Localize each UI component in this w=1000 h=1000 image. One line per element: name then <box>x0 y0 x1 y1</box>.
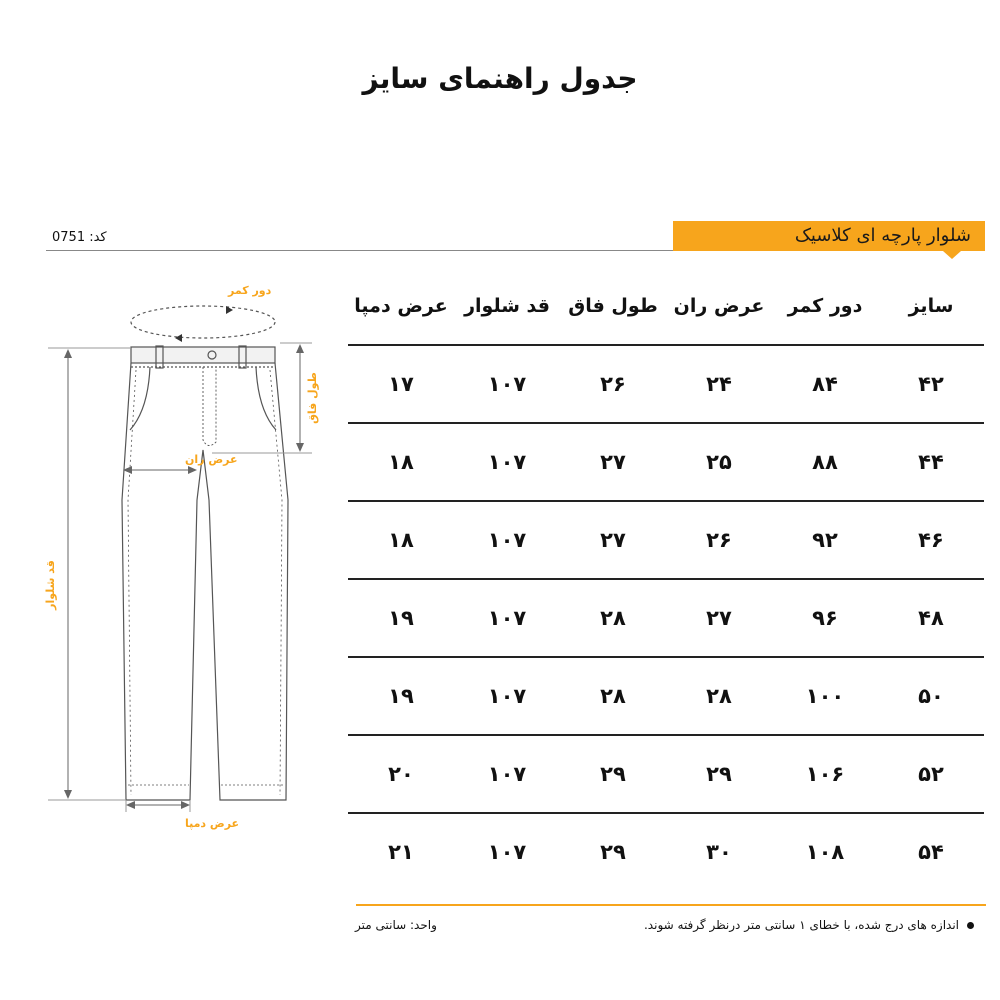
waist-ellipse <box>131 306 275 338</box>
cell-rise: ۲۷ <box>560 501 666 579</box>
table-row <box>348 657 984 735</box>
cell-hem: ۱۹ <box>348 579 454 657</box>
footer-divider <box>356 904 986 906</box>
cell-size: ۴۴ <box>878 423 984 501</box>
cell-rise: ۲۹ <box>560 735 666 813</box>
cell-size: ۴۸ <box>878 579 984 657</box>
cell-length: ۱۰۷ <box>487 840 527 864</box>
cell-rise: ۲۶ <box>560 345 666 423</box>
measurement-note <box>644 918 974 932</box>
cell-rise: ۲۸ <box>560 657 666 735</box>
cell-waist: ۸۸ <box>772 423 878 501</box>
cell-rise: ۲۸ <box>560 579 666 657</box>
cell-size: ۵۲ <box>878 735 984 813</box>
right-pocket <box>256 367 276 430</box>
table-row <box>348 345 984 423</box>
cell-waist: ۱۰۰ <box>772 657 878 735</box>
cell-thigh: ۲۹ <box>666 735 772 813</box>
header-length: قد شلوار <box>454 268 560 345</box>
cell-hem: ۲۱ <box>388 840 414 864</box>
cell-thigh: ۲۸ <box>666 657 772 735</box>
cell-length: ۱۰۷ <box>454 579 560 657</box>
cell-size: ۵۴ <box>918 840 944 864</box>
cell-thigh: ۲۵ <box>666 423 772 501</box>
fly-stitch <box>203 367 216 446</box>
trousers-diagram <box>30 270 340 850</box>
header-waist: دور کمر <box>772 268 878 345</box>
cell-waist: ۹۶ <box>772 579 878 657</box>
cell-thigh: ۲۴ <box>666 345 772 423</box>
cell-hem: ۲۰ <box>348 735 454 813</box>
table-row <box>348 501 984 579</box>
measurement-note-text: اندازه های درج شده، با خطای ۱ سانتی متر درنظر گرفته شوند. <box>643 918 959 932</box>
header-rise: طول فاق <box>560 268 666 345</box>
size-table-container <box>348 268 984 890</box>
header-size: سایز <box>878 268 984 345</box>
cell-waist: ۱۰۶ <box>772 735 878 813</box>
size-table <box>348 268 984 890</box>
cell-hem: ۱۸ <box>348 423 454 501</box>
hem-label: عرض دمپا <box>185 817 240 830</box>
product-name-banner: شلوار پارچه ای کلاسیک <box>673 221 985 251</box>
bullet-icon <box>967 922 974 929</box>
cell-length: ۱۰۷ <box>454 345 560 423</box>
table-row <box>348 813 984 890</box>
cell-thigh: ۲۶ <box>666 501 772 579</box>
table-header-row <box>348 268 984 345</box>
cell-hem: ۱۷ <box>348 345 454 423</box>
cell-length: ۱۰۷ <box>454 501 560 579</box>
cell-length: ۱۰۷ <box>454 657 560 735</box>
length-label: قد شلوار <box>44 560 57 610</box>
cell-rise: ۲۷ <box>560 423 666 501</box>
cell-waist: ۹۲ <box>772 501 878 579</box>
cell-thigh: ۲۷ <box>666 579 772 657</box>
banner-tab <box>943 251 961 259</box>
cell-length: ۱۰۷ <box>454 735 560 813</box>
table-row <box>348 423 984 501</box>
cell-size: ۴۲ <box>878 345 984 423</box>
thigh-label: عرض ران <box>185 453 238 466</box>
header-hem: عرض دمپا <box>348 268 454 345</box>
cell-waist: ۱۰۸ <box>805 840 845 864</box>
table-row <box>348 579 984 657</box>
cell-size: ۵۰ <box>878 657 984 735</box>
rise-label: طول فاق <box>306 372 319 424</box>
cell-length: ۱۰۷ <box>454 423 560 501</box>
cell-thigh: ۳۰ <box>706 840 732 864</box>
cell-waist: ۸۴ <box>772 345 878 423</box>
table-row <box>348 735 984 813</box>
cell-hem: ۱۹ <box>348 657 454 735</box>
cell-rise: ۲۹ <box>600 840 626 864</box>
trousers-outline <box>122 363 288 800</box>
page-title: جدول راهنمای سایز <box>362 62 638 95</box>
cell-hem: ۱۸ <box>348 501 454 579</box>
unit-note: واحد: سانتی متر <box>355 918 437 932</box>
header-thigh: عرض ران <box>666 268 772 345</box>
waistband <box>131 347 275 363</box>
product-code: کد: 0751 <box>52 230 107 245</box>
cell-size: ۴۶ <box>878 501 984 579</box>
waist-label: دور کمر <box>228 284 272 297</box>
